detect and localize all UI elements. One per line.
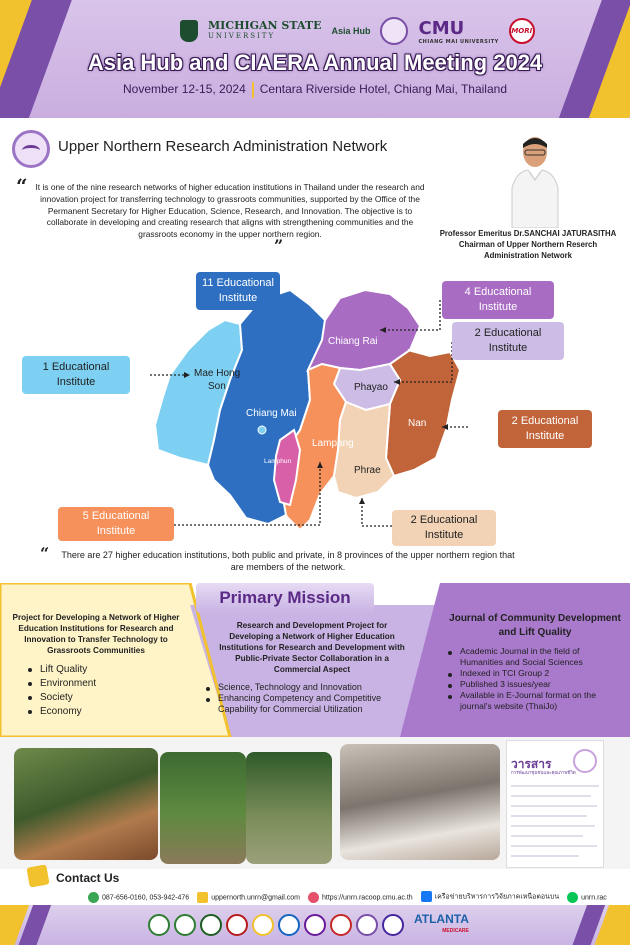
contact-title: Contact Us (56, 871, 120, 885)
university-logo-icon (356, 914, 378, 936)
professor-role: Chairman of Upper Northern Reserch Administration Network (458, 240, 598, 260)
university-logo-icon (382, 914, 404, 936)
mission-title: Primary Mission (196, 583, 374, 613)
phone-text: 087-656-0160, 053-942-476 (102, 893, 190, 901)
sponsor-sub: MEDICARE (442, 928, 469, 934)
mission-col-3-heading: Journal of Community Development and Lift Quality (449, 613, 621, 638)
divider (511, 845, 597, 847)
list-item: Environment (26, 677, 186, 691)
quote-open-icon: “ (16, 174, 28, 198)
map-nan (386, 350, 460, 476)
university-logo-icon (226, 914, 248, 936)
photo-cooking-activity (340, 744, 500, 860)
partner-logos (180, 14, 535, 48)
mission-col-2-list (204, 682, 420, 715)
list-item: Lift Quality (26, 663, 186, 677)
professor-name: Professor Emeritus Dr.SANCHAI JATURASITHA (439, 229, 617, 238)
chiang-mai-city-marker (258, 426, 266, 434)
label-mae-hong-son-2: Son (208, 381, 226, 392)
contact-line[interactable] (567, 892, 607, 903)
cmu-sub: CHIANG MAI UNIVERSITY (418, 38, 499, 45)
contact-phone[interactable] (88, 892, 189, 903)
list-item: Academic Journal in the field of Humanities and Social Sciences (446, 646, 624, 668)
network-logo-icon (12, 130, 50, 168)
network-intro: It is one of the nine research networks of higher education institutions in Thailand under the research and innovation project for transferring technology to grassroots communities, supported by the Office of the Permanent Secretary for Higher Education, Science, Research, and Innovation. The objective is to collaborate in developing and creating research that aligns with strengthening communities and the grassroots economy in the upper northern region. (35, 182, 425, 240)
line-icon (567, 892, 578, 903)
professor-caption (430, 228, 626, 261)
facebook-icon (421, 891, 432, 902)
page-title: Asia Hub and CIAERA Annual Meeting 2024 (87, 50, 543, 75)
divider (252, 82, 254, 98)
ciaera-logo-icon (380, 17, 408, 45)
callout-nan: 2 Educational Institute (498, 410, 592, 448)
callout-chiang-mai: 11 Educational Institute (196, 272, 280, 310)
label-mae-hong-son-1: Mae Hong (194, 368, 241, 379)
contact-facebook[interactable] (421, 891, 559, 902)
callout-phayao: 2 Educational Institute (452, 322, 564, 360)
quote-close-icon: ” (274, 236, 284, 255)
globe-icon (308, 892, 319, 903)
divider (511, 825, 595, 827)
mission-col-1-list (26, 663, 186, 719)
callout-chiang-rai: 4 Educational Institute (442, 281, 554, 319)
mission-col-2-heading: Research and Development Project for Developing a Network of Higher Education Institutions for Research and Development with Public-Private Sector Collaboration in a Commercial Aspect (219, 621, 405, 674)
university-logo-icon (278, 914, 300, 936)
line-text: unrn.rac (581, 893, 607, 901)
sponsor-name: ATLANTA (414, 912, 469, 926)
university-logo-icon (252, 914, 274, 936)
mission-col-3-list (446, 646, 624, 712)
label-lampang: Lampang (312, 438, 354, 449)
label-phrae: Phrae (354, 465, 381, 476)
asia-hub-logo: Asia Hub (331, 25, 371, 36)
list-item: Enhancing Competency and Competitive Capability for Commercial Utilization (204, 693, 420, 715)
label-chiang-rai: Chiang Rai (328, 336, 378, 347)
msu-sub: UNIVERSITY (208, 32, 276, 40)
msu-name: MICHIGAN STATE (208, 19, 322, 32)
university-logo-icon (304, 914, 326, 936)
professor-photo (508, 128, 562, 228)
event-venue: Centara Riverside Hotel, Chiang Mai, Thailand (259, 82, 507, 97)
cmu-name: CMU (418, 17, 465, 39)
arrow-phrae (359, 498, 365, 504)
list-item: Science, Technology and Innovation (204, 682, 420, 693)
university-logo-icon (174, 914, 196, 936)
mission-col-3 (446, 612, 624, 712)
photo-garden-display (246, 752, 332, 864)
list-item: Society (26, 691, 186, 705)
journal-title: วารสาร (511, 757, 552, 771)
contact-row (88, 890, 607, 904)
email-text: uppernorth.unrn@gmail.com (211, 893, 301, 901)
contact-email[interactable] (197, 892, 300, 903)
photo-community-workshop (14, 748, 158, 860)
divider (511, 835, 583, 837)
list-item: Indexed in TCI Group 2 (446, 668, 624, 679)
list-item: Economy (26, 705, 186, 719)
callout-mae-hong-son: 1 Educational Institute (22, 356, 130, 394)
divider (511, 805, 597, 807)
callout-lampang: 5 Educational Institute (58, 507, 174, 541)
divider (511, 785, 599, 787)
member-logos (148, 909, 469, 941)
university-logo-icon (148, 914, 170, 936)
label-chiang-mai: Chiang Mai (246, 408, 297, 419)
list-item: Published 3 issues/year (446, 679, 624, 690)
list-item: Available in E-Journal format on the journal's website (ThaiJo) (446, 690, 624, 712)
journal-emblem-icon (573, 749, 597, 773)
cmu-logo (418, 18, 498, 45)
contact-website[interactable] (308, 892, 413, 903)
facebook-text: เครือข่ายบริหารการวิจัยภาคเหนือตอนบน (434, 893, 560, 901)
university-logo-icon (200, 914, 222, 936)
sponsor-logo (414, 913, 469, 937)
journal-subtitle: การพัฒนาชุมชนและคุณภาพชีวิต (511, 770, 576, 775)
connector-phrae (362, 498, 392, 526)
network-title: Upper Northern Research Administration Network (58, 138, 388, 155)
phone-icon (88, 892, 99, 903)
event-details (0, 82, 630, 98)
event-date: November 12-15, 2024 (123, 82, 246, 97)
mission-col-1 (6, 612, 186, 719)
journal-cover (506, 740, 604, 868)
msu-logo-icon (180, 20, 198, 42)
quote-open-icon: “ (40, 544, 50, 563)
university-logo-icon (330, 914, 352, 936)
divider (511, 855, 579, 857)
mail-icon (26, 864, 49, 887)
website-text: https://unrn.racoop.cmu.ac.th (322, 893, 413, 901)
msu-logo (208, 20, 321, 42)
email-icon (197, 892, 208, 903)
photo-outdoor-signs (160, 752, 246, 864)
divider (511, 815, 587, 817)
mori-logo: MORI (509, 18, 535, 44)
label-nan: Nan (408, 418, 427, 429)
network-summary: There are 27 higher education institutions, both public and private, in 8 provinces of the upper northern region that are members of the network. (61, 550, 515, 572)
divider (511, 795, 591, 797)
map-phrae (334, 402, 394, 498)
label-lamphun: Lamphun (264, 458, 292, 465)
mission-col-2 (204, 620, 420, 715)
mission-col-1-heading: Project for Developing a Network of Higher Education Institutions for Research and Innovation to Transfer Technology to Grassroots Communities (12, 613, 180, 655)
callout-phrae: 2 Educational Institute (392, 510, 496, 546)
label-phayao: Phayao (354, 382, 388, 393)
